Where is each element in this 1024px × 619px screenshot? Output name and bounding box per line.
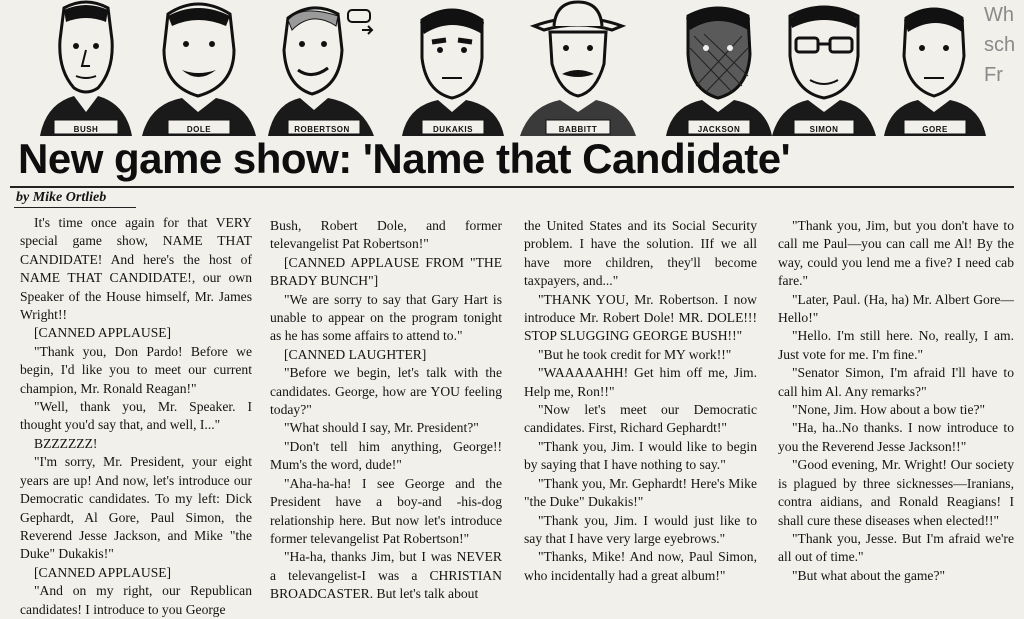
paragraph: "Thank you, Jim, but you don't have to call me Paul—you can call me Al! By the way, could you lend me a five? I need cab fare." bbox=[778, 218, 1014, 289]
bleed-line: sch bbox=[984, 34, 1016, 56]
paragraph: Bush, Robert Dole, and former televangelist Pat Robertson!" bbox=[270, 218, 502, 252]
article-column-4 bbox=[778, 217, 1014, 585]
paragraph: It's time once again for that VERY special game show, NAME THAT CANDIDATE! And here's the host of NAME THAT CANDIDATE!, our own Speaker of the House himself, Mr. James Wright!! bbox=[20, 215, 252, 323]
caricature-robertson bbox=[262, 0, 382, 138]
paragraph: "Now let's meet our Democratic candidates. First, Richard Gephardt!" bbox=[524, 402, 757, 436]
paragraph: "Before we begin, let's talk with the candidates. George, how are YOU feeling today?" bbox=[270, 365, 502, 418]
paragraph: "Ha, ha..No thanks. I now introduce to you the Reverend Jesse Jackson!!" bbox=[778, 420, 1014, 454]
bleed-line: Wh bbox=[984, 4, 1014, 26]
byline-underline bbox=[14, 207, 136, 208]
caricature-dukakis bbox=[398, 0, 508, 138]
paragraph: "We are sorry to say that Gary Hart is unable to appear on the program tonight as he has some affairs to attend to." bbox=[270, 291, 502, 344]
caricature-bush bbox=[36, 0, 136, 138]
byline-rule bbox=[10, 186, 1014, 188]
paragraph: "But he took credit for MY work!!" bbox=[538, 346, 732, 362]
paragraph: "Thank you, Jim. I would just like to say that I have very large eyebrows." bbox=[524, 512, 757, 546]
article-column-3 bbox=[524, 217, 757, 585]
nameplate: SIMON bbox=[809, 125, 839, 134]
caricature-jackson bbox=[660, 0, 778, 138]
caricature-strip bbox=[30, 0, 990, 140]
paragraph: [CANNED APPLAUSE] bbox=[34, 325, 172, 341]
nameplate: JACKSON bbox=[697, 125, 741, 134]
paragraph: "Thank you, Don Pardo! Before we begin, I'd like you to meet our current champion, Mr. Ronald Reagan!" bbox=[20, 343, 252, 396]
paragraph: "What should I say, Mr. President?" bbox=[284, 420, 479, 436]
paragraph: "Ha-ha, thanks Jim, but I was NEVER a televangelist-I was a CHRISTIAN BROADCASTER. But let's talk about bbox=[270, 549, 502, 602]
paragraph: "Thanks, Mike! And now, Paul Simon, who incidentally had a great album!" bbox=[524, 549, 757, 583]
paragraph: "Thank you, Jesse. But I'm afraid we're all out of time." bbox=[778, 530, 1014, 565]
paragraph: "And on my right, our Republican candidates! I introduce to you George bbox=[20, 583, 252, 617]
paragraph: the United States and its Social Security problem. I have the solution. IIf we all have more children, they'll become taxpayers, and..." bbox=[524, 218, 757, 289]
paragraph: "Well, thank you, Mr. Speaker. I thought you'd say that, and well, I..." bbox=[20, 399, 252, 433]
nameplate: BUSH bbox=[73, 125, 99, 134]
paragraph: [CANNED LAUGHTER] bbox=[284, 346, 427, 362]
caricature-gore bbox=[880, 0, 990, 138]
paragraph: "THANK YOU, Mr. Robertson. I now introduce Mr. Robert Dole! MR. DOLE!!! STOP SLUGGING GEORGE BUSH!!" bbox=[524, 291, 757, 344]
paragraph: "Don't tell him anything, George!! Mum's the word, dude!" bbox=[270, 438, 502, 473]
paragraph: [CANNED APPLAUSE] bbox=[34, 564, 172, 580]
paragraph: [CANNED APPLAUSE FROM "THE BRADY BUNCH"] bbox=[270, 254, 502, 289]
article-column-1 bbox=[20, 214, 252, 619]
nameplate: BABBITT bbox=[558, 125, 598, 134]
caricature-simon bbox=[768, 0, 880, 138]
nameplate: ROBERTSON bbox=[294, 125, 350, 134]
article-column-2 bbox=[270, 217, 502, 604]
bleed-line: Fr bbox=[984, 64, 1003, 86]
caricature-dole bbox=[138, 0, 260, 138]
paragraph: "Later, Paul. (Ha, ha) Mr. Albert Gore—Hello!" bbox=[778, 291, 1014, 326]
paragraph: "But what about the game?" bbox=[792, 567, 946, 583]
paragraph: "I'm sorry, Mr. President, your eight years are up! And now, let's introduce our Democratic candidates. To my left: Dick Gephardt, Al Gore, Paul Simon, the Reverend Jesse Jackson, and Mike "the Duke" Dukakis!" bbox=[20, 454, 252, 562]
paragraph: "Aha-ha-ha! I see George and the President have a boy-and -his-dog relationship here. But now let's introduce former televangelist Pat Robertson!" bbox=[270, 475, 502, 546]
paragraph: "Hello. I'm still here. No, really, I am. Just vote for me. I'm fine." bbox=[778, 328, 1014, 362]
nameplate: DOLE bbox=[186, 125, 212, 134]
paragraph: "WAAAAAHH! Get him off me, Jim. Help me, Ron!!" bbox=[524, 365, 757, 399]
paragraph: BZZZZZZ! bbox=[34, 435, 98, 451]
caricature-babbitt bbox=[516, 0, 640, 138]
paragraph: "Thank you, Jim. I would like to begin by saying that I have nothing to say." bbox=[524, 438, 757, 473]
nameplate: GORE bbox=[922, 125, 948, 134]
paragraph: "Good evening, Mr. Wright! Our society is plagued by three sicknesses—Iranians, contra aidians, and Ronald Reagians! I shall cure these diseases when elected!!" bbox=[778, 457, 1014, 528]
nameplate: DUKAKIS bbox=[433, 125, 473, 134]
paragraph: "Thank you, Mr. Gephardt! Here's Mike "the Duke" Dukakis!" bbox=[524, 475, 757, 510]
headline: New game show: 'Name that Candidate' bbox=[18, 135, 791, 182]
byline: by Mike Ortlieb bbox=[16, 190, 107, 205]
paragraph: "None, Jim. How about a bow tie?" bbox=[792, 402, 986, 418]
paragraph: "Senator Simon, I'm afraid I'll have to call him Al. Any remarks?" bbox=[778, 365, 1014, 399]
